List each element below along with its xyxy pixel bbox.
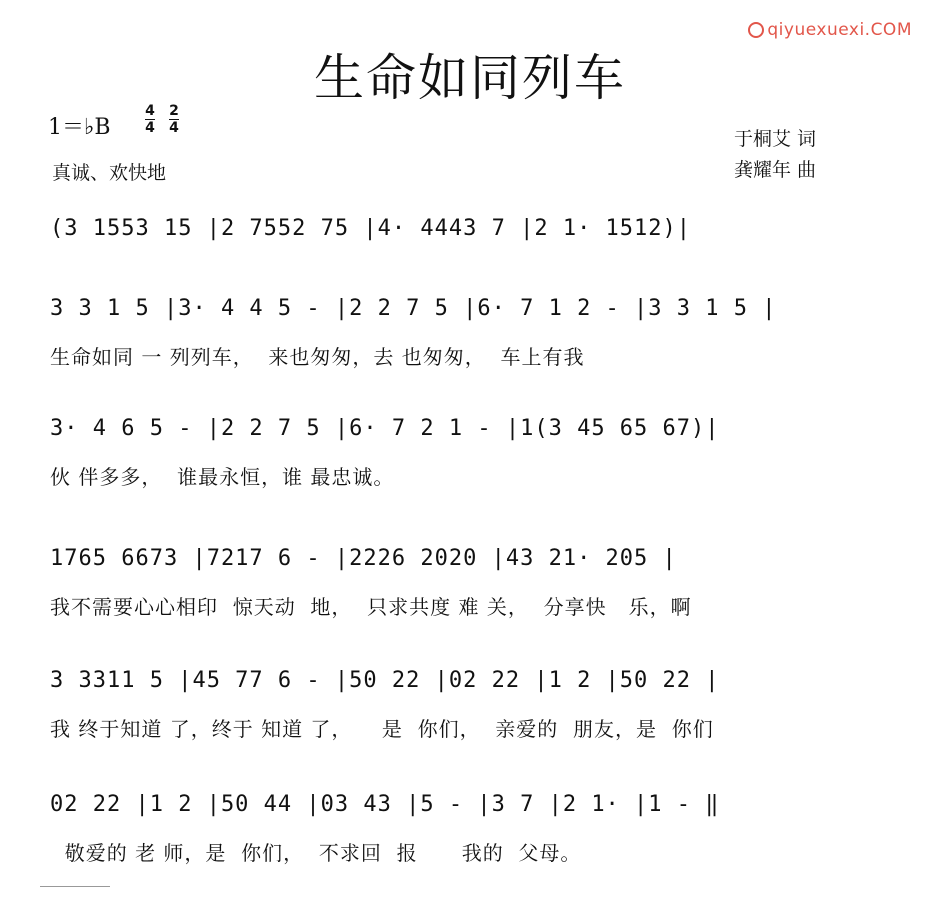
score-row-intro — [50, 216, 890, 261]
time-signature-1 — [145, 104, 155, 135]
site-watermark — [748, 20, 912, 40]
score-row-2 — [50, 416, 890, 490]
lyrics-line: 我不需要心心相印 惊天动 地， 只求共度 难 关， 分享快 乐，啊 — [50, 595, 692, 619]
composer-credit: 龚耀年 曲 — [734, 159, 817, 181]
time-signature-denominator: 4 — [169, 120, 179, 136]
logo-icon — [748, 22, 764, 38]
time-signature-numerator: 4 — [145, 103, 155, 119]
notation-line: 3 3311 5 |45 77 6 - |50 22 |02 22 |1 2 |50 22 | — [50, 668, 720, 693]
notation-line: 02 22 |1 2 |50 44 |03 43 |5 - |3 7 |2 1· |1 - ‖ — [50, 792, 720, 817]
footer-divider — [40, 886, 110, 887]
score-row-3 — [50, 546, 890, 620]
lyrics-line: 敬爱的 老 师，是 你们， 不求回 报 我的 父母。 — [50, 841, 582, 865]
time-signatures — [145, 104, 179, 135]
song-title: 生命如同列车 — [314, 49, 626, 107]
score-row-4 — [50, 668, 890, 742]
notation-line: (3 1553 15 |2 7552 75 |4· 4443 7 |2 1· 1512)| — [50, 216, 692, 241]
notation-line: 3· 4 6 5 - |2 2 7 5 |6· 7 2 1 - |1(3 45 65 67)| — [50, 416, 720, 441]
time-signature-numerator: 2 — [169, 103, 179, 119]
tempo-marking: 真诚、欢快地 — [52, 162, 167, 184]
time-signature-denominator: 4 — [145, 120, 155, 136]
notation-line: 1765 6673 |7217 6 - |2226 2020 |43 21· 205 | — [50, 546, 677, 571]
lyricist-credit: 于桐艾 词 — [734, 128, 817, 150]
key-signature: 1＝♭B — [48, 115, 111, 140]
notation-line: 3 3 1 5 |3· 4 4 5 - |2 2 7 5 |6· 7 1 2 - |3 3 1 5 | — [50, 296, 777, 321]
watermark-text: qiyuexuexi.COM — [767, 20, 912, 40]
score-row-5 — [50, 792, 890, 866]
time-signature-2 — [169, 104, 179, 135]
lyrics-line: 伙 伴多多， 谁最永恒，谁 最忠诚。 — [50, 465, 395, 489]
lyrics-line: 生命如同 一 列列车， 来也匆匆，去 也匆匆， 车上有我 — [50, 345, 585, 369]
lyrics-line: 我 终于知道 了，终于 知道 了， 是 你们， 亲爱的 朋友，是 你们 — [50, 717, 714, 741]
score-row-1 — [50, 296, 890, 370]
credits — [734, 124, 816, 186]
